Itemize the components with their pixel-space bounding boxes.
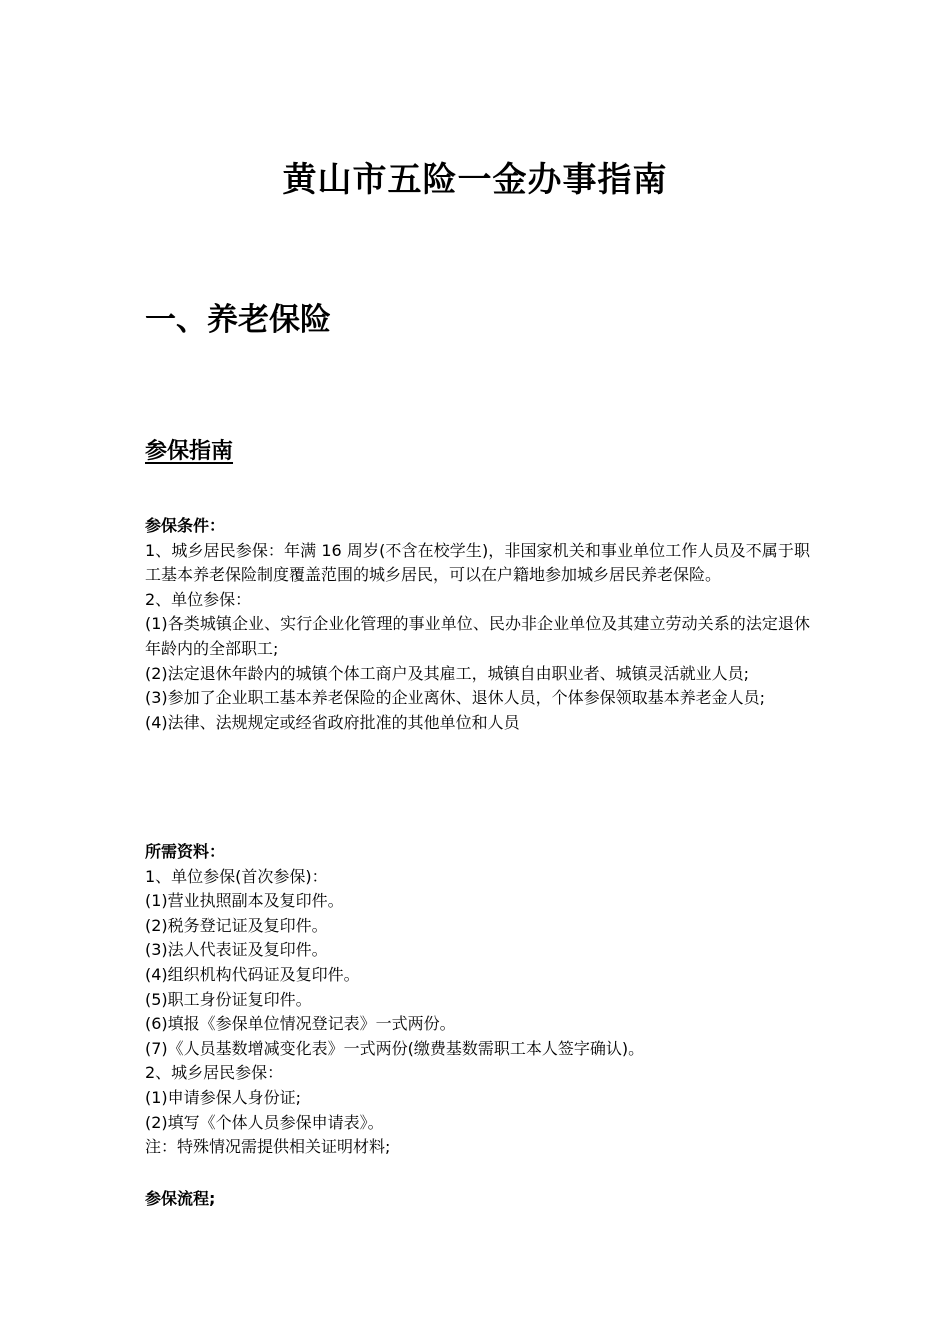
enrollment-process-label: 参保流程; xyxy=(145,1189,216,1208)
material-item: (1)申请参保人身份证; xyxy=(145,1087,302,1107)
enrollment-conditions-block xyxy=(145,514,810,735)
material-item: (4)组织机构代码证及复印件。 xyxy=(145,964,360,984)
material-item: (5)职工身份证复印件。 xyxy=(145,989,312,1009)
material-item: 1、单位参保(首次参保)： xyxy=(145,866,328,886)
condition-item: 2、单位参保： xyxy=(145,589,252,609)
enrollment-conditions-label: 参保条件： xyxy=(145,516,226,535)
document-title: 黄山市五险一金办事指南 xyxy=(282,160,668,200)
sub-heading-enrollment-guide: 参保指南 xyxy=(145,439,234,464)
material-item: 2、城乡居民参保： xyxy=(145,1063,284,1083)
section-heading-pension: 一、养老保险 xyxy=(145,302,331,338)
condition-item: (4)法律、法规规定或经省政府批准的其他单位和人员 xyxy=(145,712,520,732)
condition-item: (1)各类城镇企业、实行企业化管理的事业单位、民办非企业单位及其建立劳动关系的法定退休年龄内的全部职工; xyxy=(145,614,810,658)
condition-item: 1、城乡居民参保：年满 16 周岁(不含在校学生)，非国家机关和事业单位工作人员及不属于职工基本养老保险制度覆盖范围的城乡居民，可以在户籍地参加城乡居民养老保险。 xyxy=(145,540,810,585)
material-item: (2)填写《个体人员参保申请表》。 xyxy=(145,1112,384,1132)
condition-item: (2)法定退休年龄内的城镇个体工商户及其雇工，城镇自由职业者、城镇灵活就业人员; xyxy=(145,663,750,683)
material-note: 注：特殊情况需提供相关证明材料; xyxy=(145,1137,391,1157)
condition-item: (3)参加了企业职工基本养老保险的企业离休、退休人员，个体参保领取基本养老金人员; xyxy=(145,688,766,708)
required-materials-block xyxy=(145,840,810,1160)
material-item: (1)营业执照副本及复印件。 xyxy=(145,891,344,911)
material-item: (3)法人代表证及复印件。 xyxy=(145,940,328,960)
required-materials-label: 所需资料： xyxy=(145,842,226,861)
material-item: (6)填报《参保单位情况登记表》一式两份。 xyxy=(145,1014,456,1034)
material-item: (7)《人员基数增减变化表》一式两份(缴费基数需职工本人签字确认)。 xyxy=(145,1038,645,1058)
material-item: (2)税务登记证及复印件。 xyxy=(145,915,328,935)
enrollment-process-block xyxy=(145,1187,810,1212)
